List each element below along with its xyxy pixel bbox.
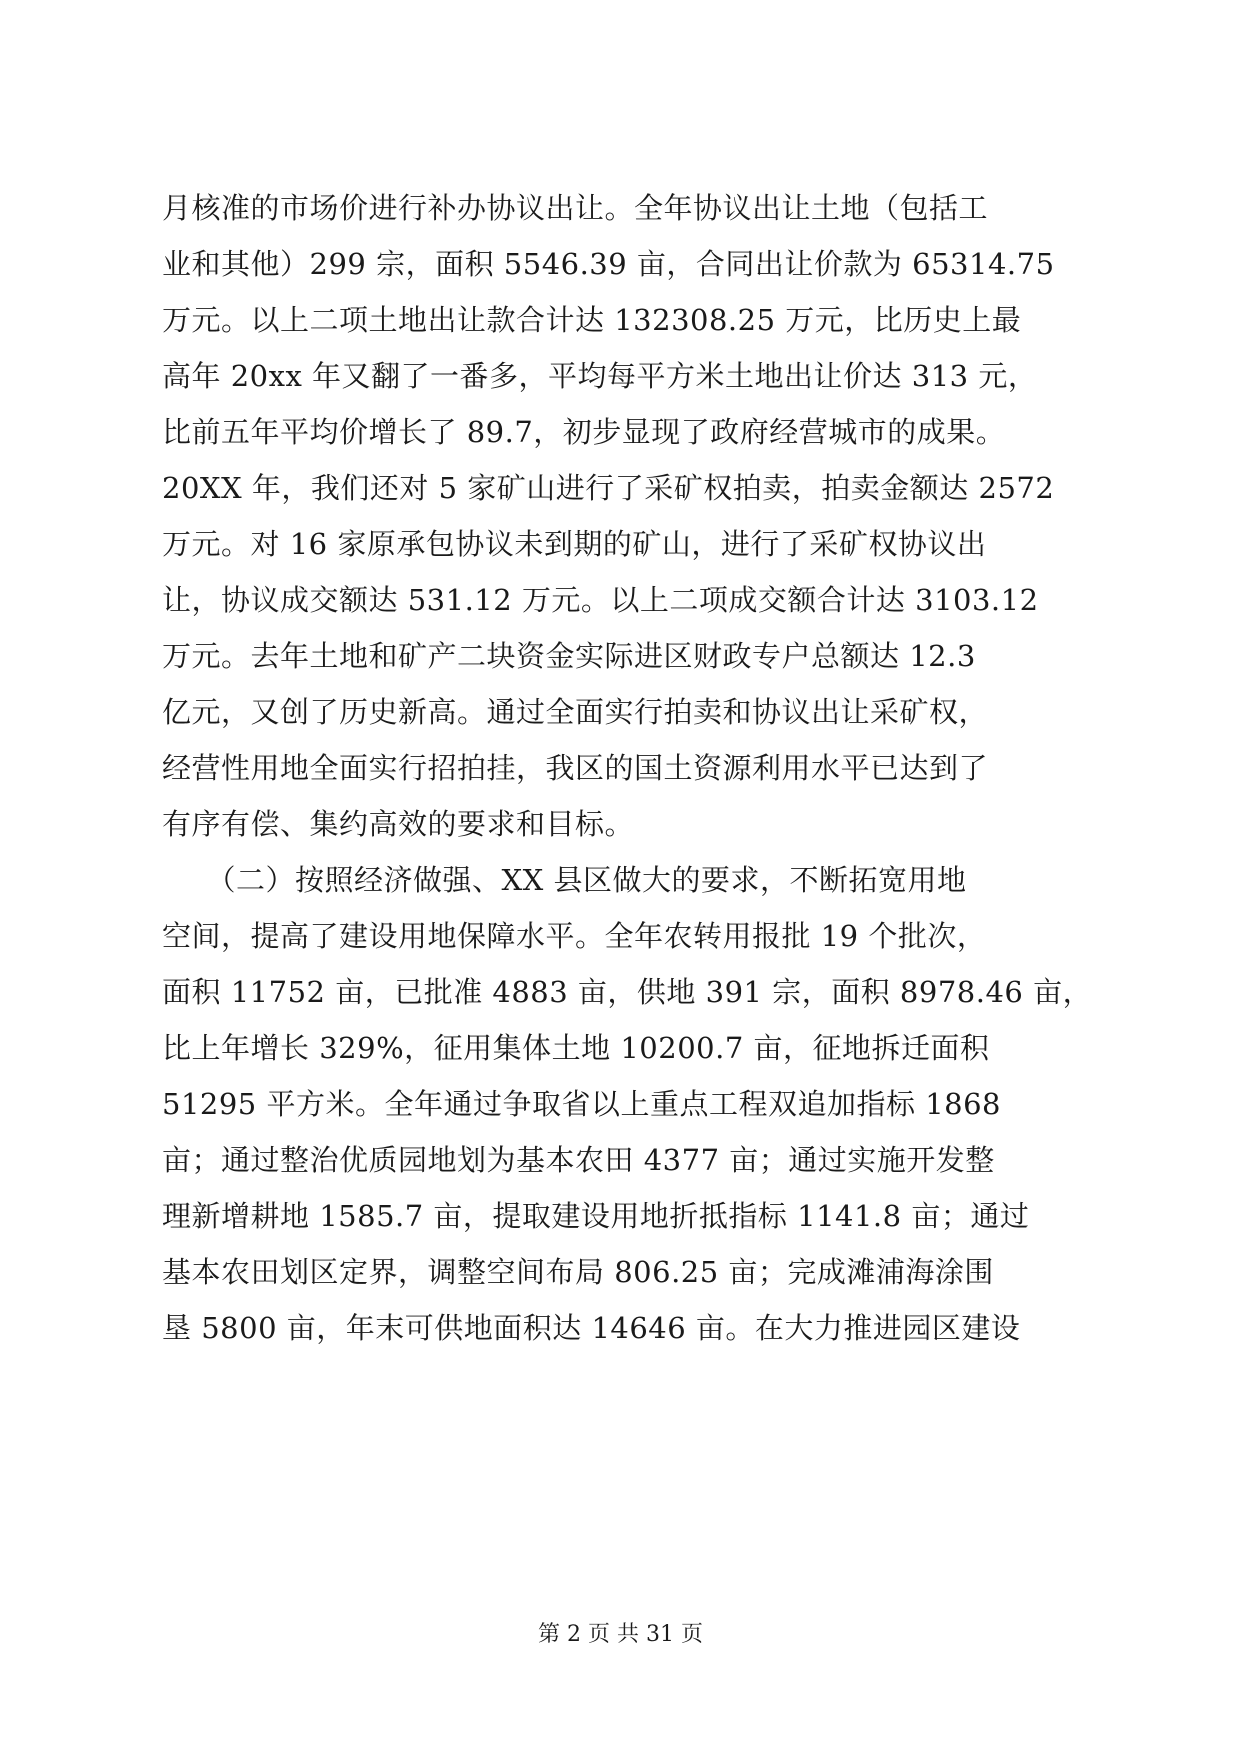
text-line: 万元。对 16 家原承包协议未到期的矿山，进行了采矿权协议出	[162, 527, 987, 561]
text-line: 月核准的市场价进行补办协议出让。全年协议出让土地（包括工	[162, 191, 989, 225]
page-number-footer: 第 2 页 共 31 页	[538, 1622, 703, 1647]
text-line: 20XX 年，我们还对 5 家矿山进行了采矿权拍卖，拍卖金额达 2572	[162, 471, 1055, 505]
text-line: 空间，提高了建设用地保障水平。全年农转用报批 19 个批次，	[162, 919, 987, 953]
paragraph-start-line: （二）按照经济做强、XX 县区做大的要求，不断拓宽用地	[162, 863, 967, 897]
text-line: 比前五年平均价增长了 89.7，初步显现了政府经营城市的成果。	[162, 415, 1006, 449]
text-line: 高年 20xx 年又翻了一番多，平均每平方米土地出让价达 313 元，	[162, 359, 1038, 393]
text-line: 理新增耕地 1585.7 亩，提取建设用地折抵指标 1141.8 亩；通过	[162, 1199, 1030, 1233]
text-line: 业和其他）299 宗，面积 5546.39 亩，合同出让价款为 65314.75	[162, 247, 1055, 281]
text-line: 让，协议成交额达 531.12 万元。以上二项成交额合计达 3103.12	[162, 583, 1039, 617]
text-line: 垦 5800 亩，年末可供地面积达 14646 亩。在大力推进园区建设	[162, 1311, 1021, 1345]
text-line: 亿元，又创了历史新高。通过全面实行拍卖和协议出让采矿权，	[162, 695, 989, 729]
text-line: 51295 平方米。全年通过争取省以上重点工程双追加指标 1868	[162, 1087, 1001, 1121]
text-line: 经营性用地全面实行招拍挂，我区的国土资源利用水平已达到了	[162, 751, 989, 785]
text-line: 面积 11752 亩，已批准 4883 亩，供地 391 宗，面积 8978.46 亩，	[162, 975, 1093, 1009]
text-line: 亩；通过整治优质园地划为基本农田 4377 亩；通过实施开发整	[162, 1143, 995, 1177]
text-line: 有序有偿、集约高效的要求和目标。	[162, 807, 635, 841]
text-line: 基本农田划区定界，调整空间布局 806.25 亩；完成滩浦海涂围	[162, 1255, 994, 1289]
text-line: 万元。去年土地和矿产二块资金实际进区财政专户总额达 12.3	[162, 639, 976, 673]
text-line: 万元。以上二项土地出让款合计达 132308.25 万元，比历史上最	[162, 303, 1022, 337]
text-line: 比上年增长 329%，征用集体土地 10200.7 亩，征地拆迁面积	[162, 1031, 990, 1065]
